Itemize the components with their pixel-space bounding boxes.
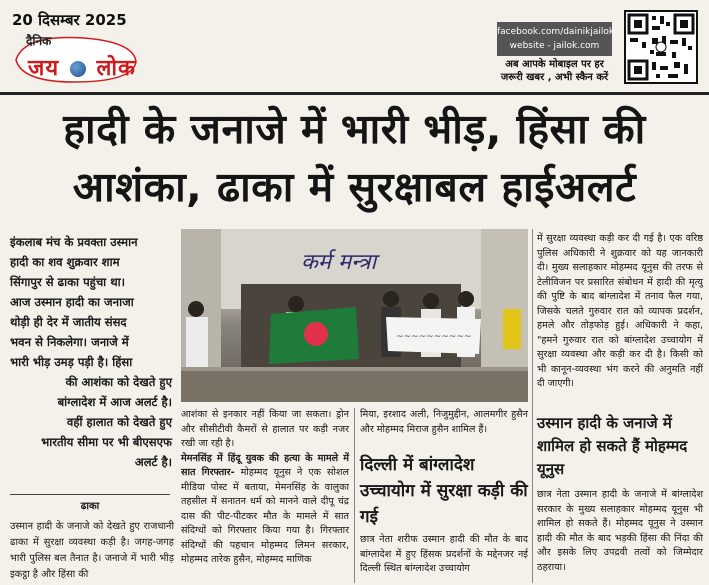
right-column-bottom: छात्र नेता उस्मान हादी के जनाजे में बांग्लादेश सरकार के मुख्य सलाहकार मोहम्मद यूनुस भी शामिल हो सकते हैं। मोहम्मद यूनुस ने उस्मान हादी की मौत के बाद भड़की हिंसा की निंदा की और इसके लिए उपद्रवी तत्वों को जिम्मेदार ठहराया। <box>537 489 703 573</box>
headline-line-2: आशंका, ढाका में सुरक्षाबल हाईअलर्ट <box>72 163 637 211</box>
qr-code[interactable] <box>624 10 698 84</box>
banner-scribble: ~~~~~~~~~~ <box>396 332 472 342</box>
dateline: ढाका <box>10 494 170 512</box>
photo-illustration <box>181 229 528 402</box>
lead-line: भारतीय सीमा पर भी बीएसएफ <box>41 435 172 449</box>
lead-paragraph <box>10 232 172 472</box>
lead-line: हादी का शव शुक्रवार शाम <box>10 255 120 269</box>
main-headline <box>0 100 709 216</box>
lead-line: सिंगापुर से ढाका पहुंचा था। <box>10 275 126 289</box>
lead-line: इंकलाब मंच के प्रवक्ता उस्मान <box>10 235 138 249</box>
scan-line-2: जरूरी खबर , अभी स्कैन करें <box>500 72 609 83</box>
mid1-text-2: मोहम्मद यूनुस ने एक सोशल मीडिया पोस्ट में बताया, मेमनसिंह के वालुका तहसील में सनातन धर्म को मानने वाले दीपू चंद्र दास की पीट-पीटकर मौत के मामले में सात संदिग्धों को गिरफ्तार किया गया है। गिरफ्तार संदिग्धों की पहचान मोहम्मद लिमन सरकार, मोहम्मद तारेक हुसैन, मोहम्मद माणिक <box>181 467 349 565</box>
issue-date: 20 दिसम्बर 2025 <box>12 11 127 29</box>
news-photo <box>181 229 528 402</box>
right-column-top: में सुरक्षा व्यवस्था कड़ी कर दी गई है। एक वरिष्ठ पुलिस अधिकारी ने शुक्रवार को यह जानकारी दी। मुख्य सलाहकार मोहम्मद यूनुस की तरफ से टेलीविजन पर प्रसारित संबोधन में हादी की मृत्यु की पुष्टि के बाद बांग्लादेश में तनाव फैल गया, जिसके चलते गुरुवार रात को व्यापक प्रदर्शन, हमले और तोड़फोड़ हुई। अधिकारी ने कहा, "हमने गुरुवार रात को बांग्लादेश उच्चायोग में सुरक्षा व्यवस्था और कड़ी कर दी है। किसी को भी कानून-व्यवस्था भंग करने की अनुमति नहीं दी जाएगी। <box>537 233 703 389</box>
lead-line: की आशंका को देखते हुए <box>65 375 172 389</box>
column-divider <box>354 408 355 583</box>
subheading-delhi: दिल्ली में बांग्लादेश उच्चायोग में सुरक्षा कड़ी की गई <box>360 455 528 527</box>
globe-icon <box>70 61 86 77</box>
headline-line-1: हादी के जनाजे में भारी भीड़, हिंसा की <box>63 105 646 153</box>
mid1-text-1: आशंका से इनकार नहीं किया जा सकता। ड्रोन और सीसीटीवी कैमरों से हालात पर कड़ी नजर रखी जा रही है। <box>181 409 349 449</box>
brand-name-left: जय <box>28 56 60 81</box>
lead-line: भवन से निकलेगा। जनाजे में <box>10 335 129 349</box>
lead-line: वहीं हालात को देखते हुए <box>66 415 172 429</box>
lead-line: भारी भीड़ उमड़ पड़ी है। हिंसा <box>10 355 133 369</box>
left-body-text: उस्मान हादी के जनाजे को देखते हुए राजधानी ढाका में सुरक्षा व्यवस्था कड़ी है। जगह-जगह भारी पुलिस बल तैनात है। जनाजे में भारी भीड़ इकट्ठा है और हिंसा की <box>10 521 174 580</box>
social-links <box>497 22 615 56</box>
middle-column-2-top: मिया, इरशाद अली, निजुमुद्दीन, आलमगीर हुसैन और मोहम्मद मिराज हुसैन शामिल हैं। <box>360 409 528 435</box>
graffiti-text: कर्म मन्त्रा <box>301 250 377 275</box>
lead-line: बांग्लादेश में आज अलर्ट है। <box>57 395 172 409</box>
brand-prefix: दैनिक <box>26 34 52 48</box>
lead-line: आज उस्मान हादी का जनाजा <box>10 295 134 309</box>
masthead-rule <box>0 92 709 95</box>
brand-name <box>28 52 136 82</box>
lead-line: अलर्ट है। <box>134 455 172 469</box>
lead-line: थोड़ी ही देर में जातीय संसद <box>10 315 127 329</box>
facebook-link[interactable]: facebook.com/dainikjailok <box>497 27 615 37</box>
mid1-bold-lead: मेमनसिंह में हिंदू युवक की हत्या के मामले में सात गिरफ्तार- <box>181 452 349 478</box>
middle-column-2-bottom: छात्र नेता शरीफ उस्मान हादी की मौत के बाद बांग्लादेश में हुए हिंसक प्रदर्शनों के मद्देनजर नई दिल्ली स्थित बांग्लादेश उच्चायोग <box>360 534 528 574</box>
subheading-yunus: उस्मान हादी के जनाजे में शामिल हो सकते हैं मोहम्मद यूनुस <box>537 414 688 478</box>
scan-prompt <box>497 58 612 84</box>
column-divider <box>532 229 533 583</box>
brand-name-right: लोक <box>96 56 136 81</box>
qr-pattern <box>626 12 696 82</box>
website-link[interactable]: website - jailok.com <box>509 41 600 51</box>
scan-line-1: अब आपके मोबाइल पर हर <box>505 59 604 70</box>
middle-column-1 <box>181 408 349 568</box>
